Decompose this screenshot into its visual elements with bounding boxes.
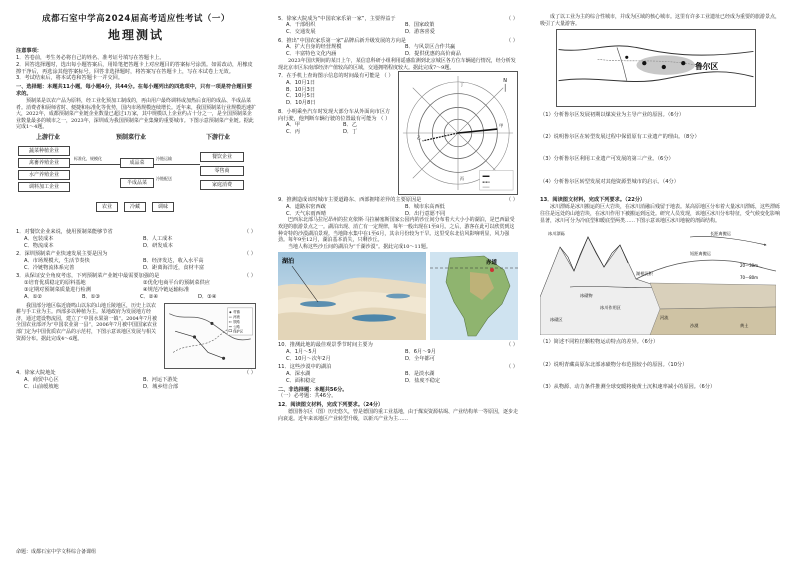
option: C．10月～次年2月 (286, 355, 331, 362)
question-12-text: 德国鲁尔区（图）历史悠久，曾是德国的重工业基地，由于煤炭资源枯竭、产业结构单一等原因，逐步走向衰退。近年来该地区产业转型升级，以新兴产业为主…… (278, 409, 519, 422)
option: C．10月5日 (286, 93, 316, 100)
option: A．①② (24, 293, 43, 300)
question-stem: 10．推测此地的最佳观景季节时间主要为 (278, 341, 373, 348)
question-12-1: （1）分析鲁尔区发展初期以煤炭业为主导产业的原因。（6分） (540, 111, 685, 118)
option: D．游客喜爱 (405, 29, 435, 36)
legend-item: 河流 (233, 314, 240, 319)
passage-2: 我国部分地区临近鹿鸣山以东的山地丘陵地区，历史上以农耕与手工业为主。西部多以种植为主。某地政府为发展地方经济，通过建设物流园，建立了“中国水果第一镇”。2004年7月被全国农业部评为“中国农业第一县”，2006年7月被中国国家农业部门定为中国优质农产品的示范村，下图示意该地区发展与相关资源分布。据此完成4～6题。 (16, 302, 158, 342)
south-america-map (430, 252, 518, 340)
question-stem: 6．推出“中国农家乐第一家”品牌后新升级发展的方向是 (278, 37, 406, 44)
footer: 命题：成都石室中学文科综合备课组 (16, 549, 97, 556)
option: C．交通发展 (286, 29, 316, 36)
dunes-figure (278, 252, 518, 340)
answer-paren: （ ） (505, 15, 518, 22)
map-label: 赤道 (486, 260, 498, 267)
option: C．冷链物流体系完善 (24, 264, 75, 271)
chain-box: 半成品菜 (120, 178, 154, 188)
option: D．距离海洋近，食材丰富 (143, 264, 205, 271)
chain-box: 成品菜 (120, 158, 154, 168)
option: B．人工成本 (143, 235, 173, 242)
option: D．盐度不稳定 (405, 377, 441, 384)
option: D．研发成本 (143, 242, 173, 249)
chain-box: 调味 (152, 202, 174, 212)
map-point-label: 甲 (499, 123, 504, 129)
option: D．提供优惠的高价商品 (405, 51, 461, 58)
chain-arrow (154, 164, 200, 165)
question-11 (278, 364, 518, 385)
legend-item: 保护区 (233, 329, 244, 334)
passage-2-block (16, 303, 256, 369)
passage-1: 预制菜是以农产品为原料，经工业化预加工制成的，再由用户最终调料或加热后食用的成品、半成品菜肴。消费者和厨师省时、便捷和标准化等优势，国内市场规模连续增长。近年来，我国预制菜行业规模迅速扩大，2022年，成都预制菜产业链企业数量已超过1万家，其中规模以上企业约占十分之一，是全国预制菜企业数量最多的城市之一，2023年，深圳成为我国预制菜产业集聚的重要城市。下图示意预制菜产业链。据此完成1～4题。 (16, 98, 257, 131)
school-title: 成都石室中学高2024届高考适应性考试（一） (42, 14, 230, 24)
dunes-photo (278, 252, 426, 340)
chain-side-label: 冷链运输 (156, 156, 172, 162)
photo-label: 湖泊 (282, 258, 295, 266)
option: B．与风景区合作共赢 (405, 44, 456, 51)
answer-paren: （ ） (243, 273, 256, 280)
diagram-label: 冰川作用区 (600, 305, 621, 311)
question-stem: 11．这些沙漠中的湖泊 (278, 363, 332, 370)
option: B．经济发达，收入水平高 (143, 257, 204, 264)
diagram-label: 长距离搬运 (710, 231, 731, 237)
chain-side-label: 冷链配送 (156, 176, 172, 182)
option: C．天气东雨西晴 (286, 210, 326, 217)
downstream-heading: 下游行业 (206, 134, 231, 142)
map-point-label: 丁 (459, 82, 464, 88)
midstream-heading: 预制菜行业 (116, 134, 147, 142)
subject-title: 地理测试 (107, 28, 164, 43)
diagram-label: 河流 (660, 315, 669, 321)
chain-box: 农业 (96, 202, 118, 212)
answer-paren: （ ） (243, 370, 256, 377)
passage-4b: 当地人称这些沙丘间的湖泊为“千湖沙漠”。据此完成10～11题。 (288, 243, 431, 250)
diagram-number: 70～80m (740, 275, 759, 281)
question-13-1: （1）简述不同粒径颗粒物运动特点的差异。（6分） (540, 339, 659, 346)
map-point-label: 乙 (416, 135, 421, 141)
notes-heading: 注意事项： (16, 48, 42, 55)
regional-map (164, 303, 256, 369)
option: A．扩大自身的经营规模 (286, 44, 342, 51)
option: B．6月～9月 (405, 348, 436, 355)
question-4 (16, 370, 256, 391)
beijing-road-map (398, 71, 518, 195)
question-13-text: 冰川漂砾是冰川搬运的巨大岩块，在冰川消融后残留于地表。某高原地区分布着大量冰川漂砾，这些漂砾往往是远处的山地岩块，在冰川作用下被搬运到远处。研究人员发现，该地区冰川分布特征，受气候变化影响显著，冰川可分为冷底型和暖底型两类……下图示意该地区冰川地貌的剖面结构。 (540, 204, 781, 224)
chain-box: 冷藏 (124, 202, 146, 212)
diagram-label: 湖相沉积 (636, 271, 653, 277)
option: A．商贸中心区 (24, 376, 59, 383)
upstream-heading: 上游行业 (36, 134, 61, 142)
passage-4: 巴西东北部马拉尼昂州的拉克依斯·马拉赫塞斯国家公园内的沙丘间分布着大大小小的湖泊，是巴西最受欢迎的旅游景点之一。湖泊出现、消亡有一定规律，每年一般出现在1至8月。之后，游客在此可以欣赏到这种奇特的沙漠湖泊景观。当地降水集中在1至6月，其余月份较为干旱。这里受东北信风影响明显，风力强劲。每年9至12月，湖泊基本消失，只剩沙丘。 (278, 217, 515, 244)
option: D．全年都可 (405, 355, 435, 362)
option: B．国家政策 (405, 22, 435, 29)
option: D．出行意愿不同 (405, 210, 446, 217)
option: A．包装成本 (24, 235, 54, 242)
col3-intro: 成了以工业为主的综合性城市，并成为区域的核心城市。这里有许多工业遗址已经成为重要的旅游景点，吸引了大量游客。 (540, 14, 781, 27)
question-12-4: （4）分析鲁尔区转型发展对其他资源型城市的启示。（4分） (540, 178, 679, 185)
chain-box: 禽畜养殖企业 (18, 158, 70, 168)
required-heading: （一）必考题：共46分。 (278, 393, 337, 400)
option: A．道路东密西疏 (286, 203, 326, 210)
question-8 (278, 109, 394, 136)
question-stem: 1．对餐饮企业来说，使用预制菜能够节省 (16, 229, 113, 236)
chain-box: 蔬菜种植企业 (18, 146, 70, 156)
ruhr-map (556, 29, 756, 107)
note-item: 1．答卷前，考生务必将自己的姓名、准考证号填写在答题卡上。 (16, 54, 165, 61)
question-stem: 9．推测造成该时城市主要道路东、西部拥堵差异的主要原因是 (278, 196, 422, 203)
question-6 (278, 38, 518, 59)
answer-paren: （ ） (243, 251, 256, 258)
option: C．面积稳定 (286, 377, 316, 384)
question-13-2: （2）说明青藏高原东北部冰碛物分布范围较小的原因。（10分） (540, 361, 688, 368)
diagram-label: 冰碛区 (550, 317, 563, 323)
question-13-heading: 13．阅读图文材料，完成下列要求。（22分） (540, 197, 646, 204)
section1-heading: 一、选择题：本题共11小题，每小题4分，共44分。在每小题列出的四选项中，只有一项是符合题目要求的。 (16, 84, 252, 98)
answer-paren: （ ） (505, 363, 518, 370)
glacier-profile-diagram (540, 227, 776, 335)
option: B．①③ (82, 293, 101, 300)
question-10 (278, 342, 518, 363)
answer-paren: （ ） (505, 341, 518, 348)
question-12-3: （3）分析鲁尔区利用工业遗产可发展的第三产业。（6分） (540, 156, 674, 163)
option: D．10月8日 (286, 100, 316, 107)
diagram-label: 沙漠 (690, 323, 699, 329)
option: A．深水湖 (286, 370, 311, 377)
option: A．1月～5月 (286, 348, 317, 355)
option: A．干部组织 (286, 22, 316, 29)
option: ③定期对预制菜质量进行检测 (24, 286, 91, 293)
option: ①培育优质稳定的原料基地 (24, 280, 86, 287)
chain-box: 餐饮企业 (200, 152, 244, 162)
question-stem: 8．小明乘坐汽车时发现大部分车从外面向市区方向行驶，他判断车辆行驶的位置最有可能为 (278, 108, 391, 122)
chain-box: 零售商 (200, 166, 244, 176)
note-item: 3．考试结束后，将本试卷和答题卡一并交回。 (16, 75, 124, 82)
passage-3: 2023年国庆期间的某日上午，某信息科研小组利用遥感监测到北京城区各方位车辆通行情况，经分析发现北京市区东南部经济产值较高的区域，交通拥堵程度较大。据此完成7～9题。 (278, 58, 516, 71)
option: B．10月3日 (286, 86, 316, 93)
industry-chain-diagram (16, 134, 256, 226)
answer-paren: （ ） (378, 115, 391, 122)
question-9 (278, 197, 518, 218)
option: A．10月1日 (286, 79, 316, 86)
section2-heading: 二、非选择题：本题共56分。 (278, 386, 348, 393)
chain-box: 调料加工企业 (18, 182, 70, 192)
chain-box: 水产养殖企业 (18, 170, 70, 180)
option: B．河运下游处 (143, 376, 178, 383)
option: C．物流成本 (24, 242, 54, 249)
option: C．山前缓坡地 (24, 383, 59, 390)
answer-paren: （ ） (381, 72, 394, 79)
question-stem: 2．深圳预制菜产业快速发展主要是因为 (16, 251, 108, 258)
option: C．丙 (286, 129, 300, 136)
column-2 (278, 14, 518, 422)
option: B．是淡水湖 (405, 370, 435, 377)
question-3 (16, 273, 256, 300)
question-2 (16, 251, 256, 272)
chain-arrow (70, 164, 120, 165)
question-1 (16, 229, 256, 250)
legend-item: 铁路 (233, 319, 240, 324)
question-13-3: （3）从物源、动力条件推测全球变暖将使黄土沉积速率减小的原因。（6分） (540, 384, 716, 391)
diagram-number: 20～30m (740, 263, 759, 269)
option: D．城乡结合部 (143, 383, 179, 390)
option: C．丰富特色文化内涵 (286, 51, 337, 58)
map-area-label: 鲁尔区 (694, 62, 719, 72)
diagram-label: 冰川漂砾 (548, 231, 565, 237)
traffic-block (278, 71, 518, 195)
answer-paren: （ ） (243, 229, 256, 236)
legend-item: 公路 (233, 324, 240, 329)
diagram-label: 冰碛物 (580, 293, 593, 299)
option: A．市场规模大，生活节奏快 (24, 257, 90, 264)
question-12-2: （2）说明鲁尔区在转型发展过程中保留原有工业遗产的理由。（8分） (540, 133, 700, 140)
chain-side-label: 标准化，规模化 (74, 156, 102, 162)
svg-text:N: N (503, 78, 507, 85)
question-7 (278, 73, 394, 107)
chain-box: 家庭消费 (200, 180, 244, 190)
map-point-label: 丙 (459, 176, 464, 182)
option: B．城市东高西低 (405, 203, 445, 210)
option: D．③④ (198, 293, 217, 300)
question-stem: 4．徐家大院地处 (16, 370, 56, 377)
option: ②优化电商平台的预制菜供应 (143, 280, 210, 287)
option: D．丁 (343, 129, 358, 136)
option: C．②④ (140, 293, 159, 300)
answer-paren: （ ） (505, 196, 518, 203)
question-stem: 5．徐家大院成为“中国农家乐第一家”，主要得益于 (278, 15, 396, 22)
column-1 (16, 14, 256, 391)
diagram-label: 黄土 (740, 323, 749, 329)
answer-paren: （ ） (505, 37, 518, 44)
option: B．乙 (343, 122, 357, 129)
column-3 (540, 14, 780, 391)
question-stem: 3．从保证安全角度考虑，下列预制菜产业链中最需要加强的是 (16, 273, 160, 280)
legend-item: 村镇 (233, 309, 240, 314)
option: A．甲 (286, 122, 300, 129)
question-stem: 7．在手机上查询图示信息的时间最有可能是 (278, 72, 380, 79)
diagram-label: 短距离搬运 (690, 251, 711, 257)
question-5 (278, 16, 518, 37)
note-item: 2．回答选择题时，选出每小题答案后，用铅笔把答题卡上对应题目的答案标号涂黑。如需改动，用橡皮擦干净后，再选涂其他答案标号。回答非选择题时，将答案写在答题卡上，写在本试卷上无效。 (16, 61, 253, 75)
question-12-heading: 12．阅读图文材料，完成下列要求。（24分） (278, 402, 384, 409)
option: ④规范冷链运输标准 (143, 286, 190, 293)
